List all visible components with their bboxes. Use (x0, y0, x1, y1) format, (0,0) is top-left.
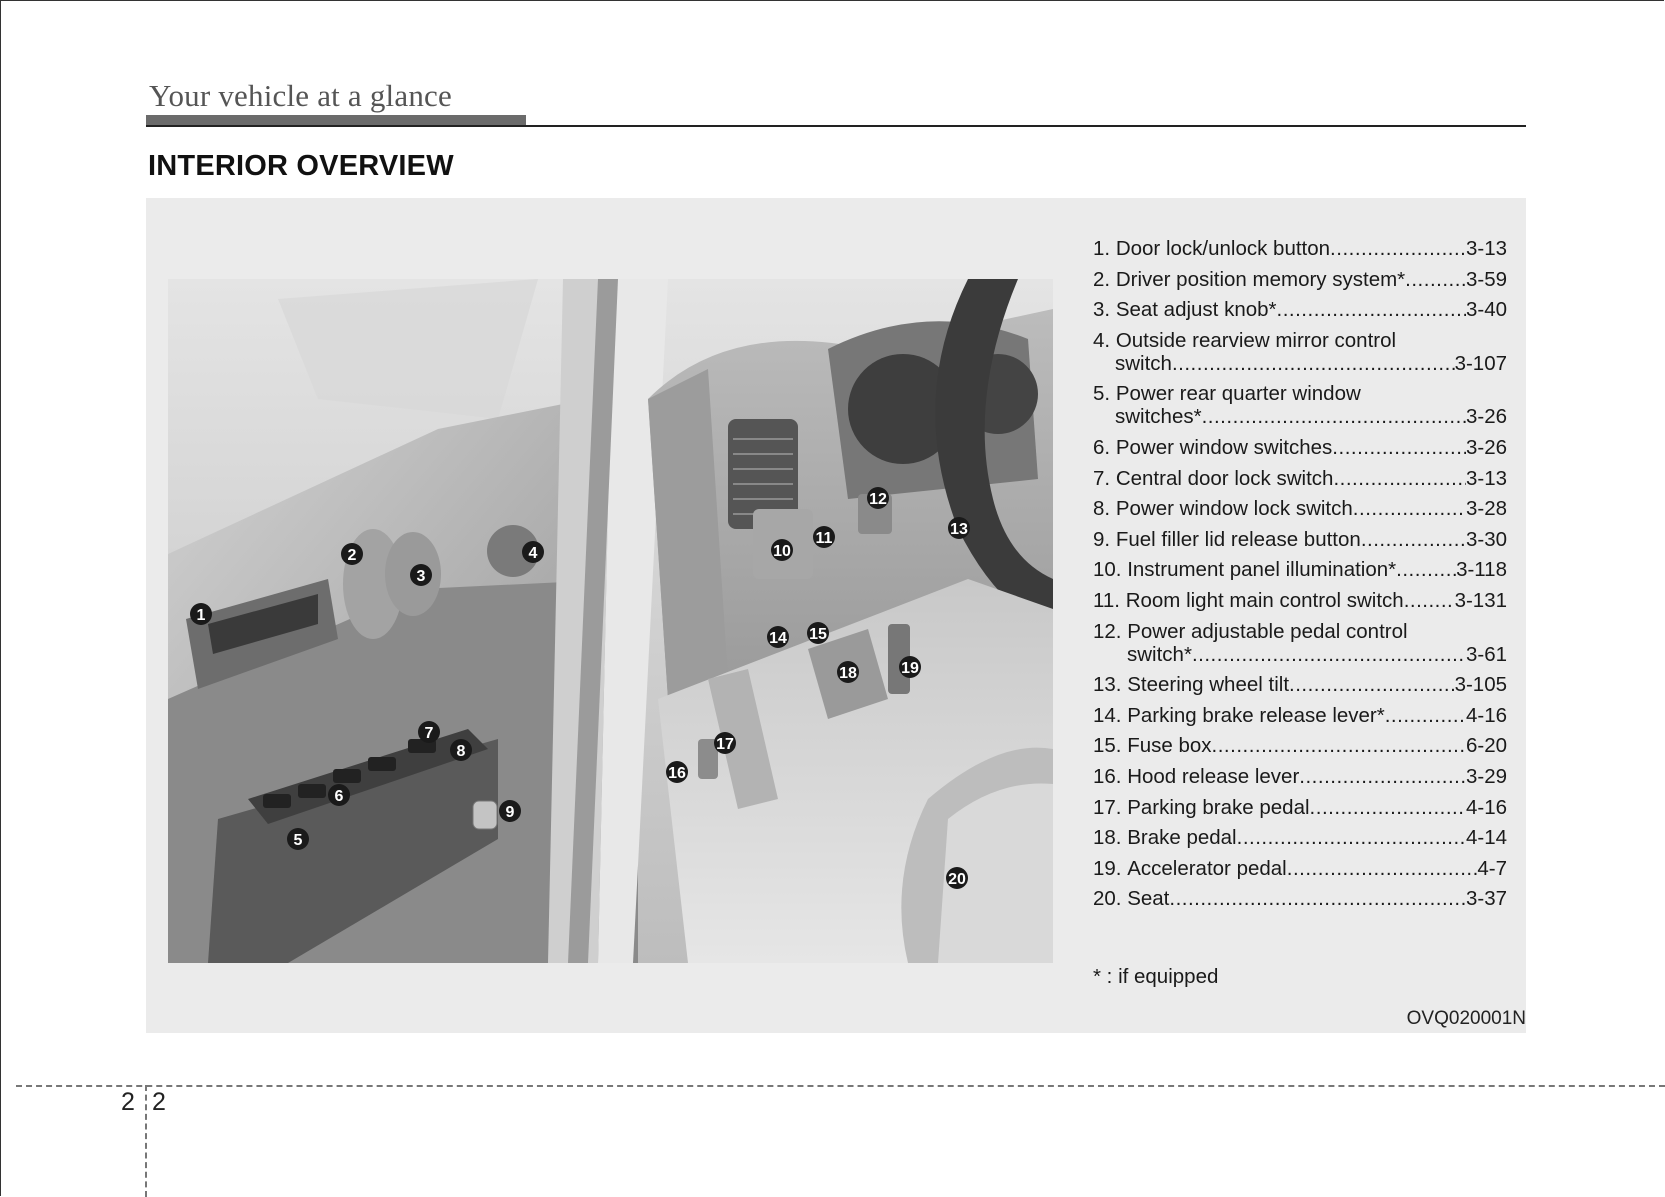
legend-number: 9. (1093, 527, 1111, 551)
svg-text:10: 10 (773, 543, 791, 560)
callout-6 (328, 784, 350, 806)
legend-number: 14. (1093, 703, 1122, 727)
legend-label: switch (1115, 351, 1172, 375)
legend-label: Power rear quarter window (1115, 382, 1361, 406)
legend-number: 12. (1093, 619, 1122, 643)
legend-number: 16. (1093, 764, 1122, 788)
legend-item (1093, 558, 1507, 581)
legend-item (1093, 436, 1507, 459)
legend-line (1093, 589, 1507, 612)
legend-page-ref: 4-16 (1465, 795, 1507, 819)
section-title: INTERIOR OVERVIEW (148, 150, 454, 182)
legend-line (1093, 620, 1507, 643)
svg-text:6: 6 (334, 788, 344, 805)
callout-17 (714, 732, 736, 754)
legend-label: switches* (1115, 405, 1202, 429)
legend-line (1093, 558, 1507, 581)
legend-line (1093, 704, 1507, 727)
legend-item (1093, 467, 1507, 490)
legend-number: 11. (1093, 588, 1120, 612)
figure-code: OVQ020001N (1406, 1008, 1526, 1029)
legend-item (1093, 765, 1507, 788)
leader-dots (1385, 704, 1466, 727)
svg-text:4: 4 (528, 545, 538, 562)
leader-dots (1202, 405, 1466, 428)
legend-page-ref: 3-131 (1454, 588, 1507, 612)
legend-number: 15. (1093, 734, 1122, 758)
legend-number: 13. (1093, 673, 1122, 697)
legend-item (1093, 268, 1507, 291)
callout-5 (287, 828, 309, 850)
callout-11 (813, 526, 835, 548)
legend-page-ref: 3-13 (1465, 237, 1507, 260)
legend-item (1093, 620, 1507, 666)
legend-item (1093, 887, 1507, 910)
legend-page-ref: 3-61 (1465, 642, 1507, 666)
callout-19 (899, 656, 921, 678)
callout-3 (410, 564, 432, 586)
legend-page-ref: 3-59 (1465, 267, 1507, 291)
callout-4 (522, 541, 544, 563)
svg-text:13: 13 (950, 521, 968, 538)
leader-dots (1237, 826, 1466, 849)
legend-page-ref: 3-13 (1465, 466, 1507, 490)
leader-dots (1353, 497, 1466, 520)
svg-text:17: 17 (716, 736, 734, 753)
legend-page-ref: 3-26 (1465, 435, 1507, 459)
callout-20 (946, 867, 968, 889)
callout-15 (807, 622, 829, 644)
leader-dots (1289, 673, 1455, 696)
callout-2 (341, 543, 363, 565)
callout-9 (499, 800, 521, 822)
callout-12 (867, 487, 889, 509)
legend-number: 8. (1093, 497, 1111, 521)
svg-text:16: 16 (668, 765, 686, 782)
legend-page-ref: 3-29 (1465, 764, 1507, 788)
legend-item (1093, 497, 1507, 520)
legend-label: Power window switches (1115, 435, 1333, 459)
legend-item (1093, 857, 1507, 880)
legend-number: 20. (1093, 887, 1122, 911)
leader-dots (1277, 298, 1466, 321)
legend-label: Fuel filler lid release button (1115, 527, 1361, 551)
header-rule (146, 125, 1526, 127)
legend-line (1093, 352, 1507, 375)
leader-dots (1299, 765, 1466, 788)
legend-number: 10. (1093, 558, 1122, 582)
legend-line (1093, 268, 1507, 291)
legend-page-ref: 3-107 (1454, 351, 1507, 375)
legend-label: Instrument panel illumination* (1127, 558, 1397, 582)
leader-dots (1404, 589, 1455, 612)
leader-dots (1330, 237, 1466, 260)
page-number: 2 (152, 1088, 166, 1116)
legend-page-ref: 3-40 (1465, 298, 1507, 322)
legend-line (1093, 298, 1507, 321)
svg-text:5: 5 (293, 832, 303, 849)
callout-10 (771, 539, 793, 561)
footer-divider-vertical (145, 1085, 147, 1197)
legend-line (1093, 528, 1507, 551)
legend-number: 5. (1093, 382, 1111, 406)
interior-illustration (168, 279, 1053, 963)
legend-label: Door lock/unlock button (1115, 237, 1331, 260)
legend-page-ref: 4-14 (1465, 826, 1507, 850)
legend-label: Accelerator pedal (1127, 856, 1287, 880)
legend-page-ref: 6-20 (1465, 734, 1507, 758)
svg-text:19: 19 (901, 660, 919, 677)
legend-item (1093, 298, 1507, 321)
legend-label: Steering wheel tilt (1127, 673, 1290, 697)
leader-dots (1212, 734, 1466, 757)
callout-13 (948, 517, 970, 539)
legend-item (1093, 237, 1507, 260)
legend-label: Driver position memory system* (1115, 267, 1406, 291)
leader-dots (1361, 528, 1466, 551)
svg-text:1: 1 (196, 607, 206, 624)
legend-item (1093, 382, 1507, 428)
legend-number: 17. (1093, 795, 1122, 819)
legend-item (1093, 734, 1507, 757)
callout-1 (190, 603, 212, 625)
running-head: Your vehicle at a glance (149, 78, 452, 113)
legend-label: Central door lock switch (1115, 466, 1334, 490)
leader-dots (1192, 643, 1466, 666)
component-legend (1093, 237, 1507, 918)
legend-number: 2. (1093, 267, 1111, 291)
svg-text:8: 8 (456, 743, 466, 760)
legend-line (1093, 826, 1507, 849)
legend-item (1093, 826, 1507, 849)
callout-8 (450, 739, 472, 761)
legend-number: 18. (1093, 826, 1122, 850)
legend-line (1093, 796, 1507, 819)
legend-item (1093, 704, 1507, 727)
legend-label: Parking brake pedal (1127, 795, 1310, 819)
legend-label: Seat (1127, 887, 1170, 911)
legend-line (1093, 643, 1507, 666)
svg-text:11: 11 (815, 530, 833, 547)
legend-item (1093, 329, 1507, 375)
svg-text:15: 15 (809, 626, 827, 643)
callout-14 (767, 626, 789, 648)
legend-label: Hood release lever (1127, 764, 1300, 788)
legend-item (1093, 528, 1507, 551)
legend-item (1093, 589, 1507, 612)
leader-dots (1310, 796, 1466, 819)
callout-7 (418, 721, 440, 743)
legend-line (1093, 467, 1507, 490)
legend-page-ref: 4-16 (1465, 703, 1507, 727)
legend-label: Fuse box (1127, 734, 1212, 758)
legend-item (1093, 796, 1507, 819)
svg-text:20: 20 (948, 871, 966, 888)
svg-text:14: 14 (769, 630, 787, 647)
legend-page-ref: 3-28 (1465, 497, 1507, 521)
legend-number: 3. (1093, 298, 1111, 322)
legend-line (1093, 382, 1507, 405)
legend-label: Seat adjust knob* (1115, 298, 1277, 322)
legend-line (1093, 329, 1507, 352)
legend-number: 19. (1093, 856, 1122, 880)
leader-dots (1333, 467, 1466, 490)
svg-text:9: 9 (505, 804, 515, 821)
footnote: * : if equipped (1093, 965, 1219, 988)
leader-dots (1396, 558, 1456, 581)
callout-18 (837, 661, 859, 683)
legend-page-ref: 3-30 (1465, 527, 1507, 551)
legend-line (1093, 765, 1507, 788)
interior-drawing (168, 279, 1053, 963)
legend-number: 7. (1093, 466, 1111, 490)
legend-line (1093, 857, 1507, 880)
legend-page-ref: 4-7 (1477, 856, 1507, 880)
leader-dots (1287, 857, 1478, 880)
legend-number: 6. (1093, 435, 1111, 459)
svg-text:7: 7 (424, 725, 434, 742)
svg-text:18: 18 (839, 665, 857, 682)
footer-divider (16, 1085, 1665, 1087)
legend-page-ref: 3-118 (1456, 558, 1507, 582)
leader-dots (1169, 887, 1466, 910)
legend-label: Power window lock switch (1115, 497, 1353, 521)
legend-line (1093, 734, 1507, 757)
legend-line (1093, 436, 1507, 459)
callout-16 (666, 761, 688, 783)
legend-label: Room light main control switch (1125, 588, 1404, 612)
legend-label: Brake pedal (1127, 826, 1237, 850)
svg-text:2: 2 (347, 547, 357, 564)
leader-dots (1332, 436, 1466, 459)
legend-label: Parking brake release lever* (1127, 703, 1385, 727)
leader-dots (1405, 268, 1466, 291)
legend-page-ref: 3-26 (1465, 405, 1507, 429)
legend-page-ref: 3-105 (1454, 673, 1507, 697)
svg-text:12: 12 (869, 491, 887, 508)
legend-label: Outside rearview mirror control (1115, 328, 1397, 352)
legend-line (1093, 405, 1507, 428)
legend-line (1093, 673, 1507, 696)
svg-text:3: 3 (416, 568, 426, 585)
legend-item (1093, 673, 1507, 696)
legend-label: Power adjustable pedal control (1127, 619, 1408, 643)
legend-number: 4. (1093, 328, 1111, 352)
legend-page-ref: 3-37 (1465, 887, 1507, 911)
section-number: 2 (121, 1088, 135, 1116)
legend-label: switch* (1127, 642, 1192, 666)
legend-line (1093, 497, 1507, 520)
leader-dots (1172, 352, 1455, 375)
legend-line (1093, 887, 1507, 910)
legend-line (1093, 237, 1507, 260)
legend-number: 1. (1093, 237, 1111, 260)
